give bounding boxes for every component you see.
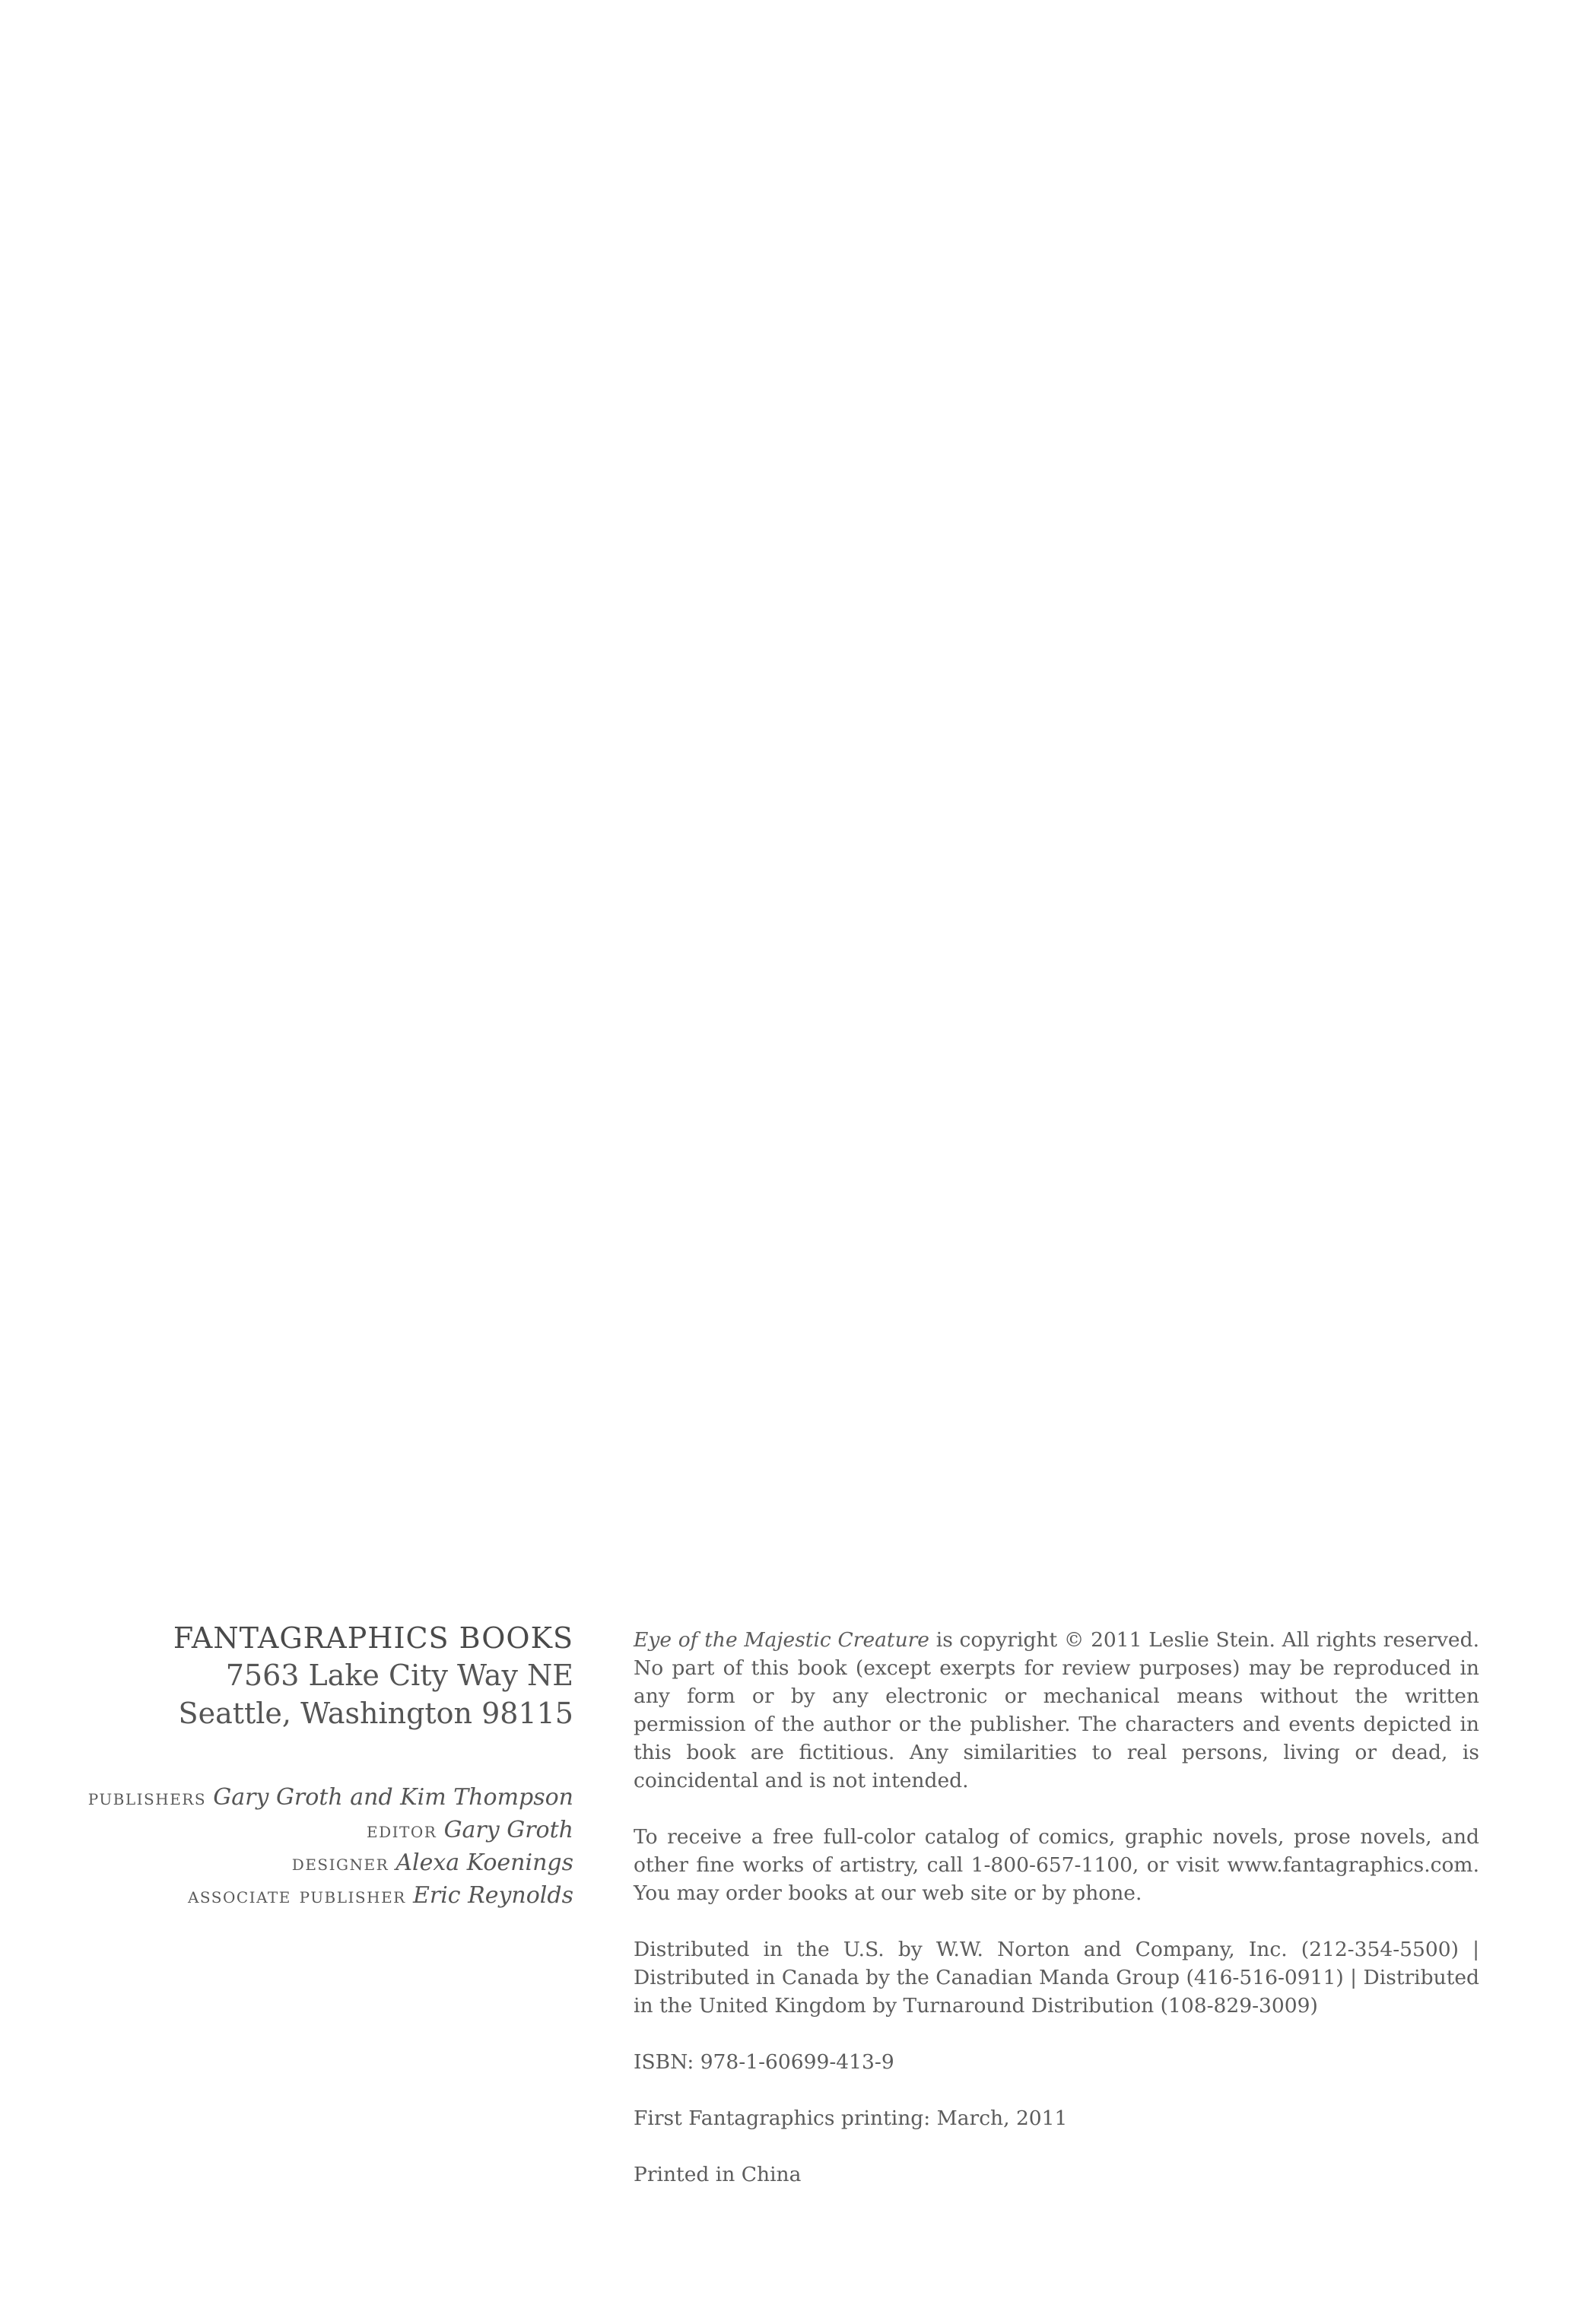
printing-info: First Fantagraphics printing: March, 2011: [634, 2107, 1068, 2130]
credit-name: Alexa Koenings: [395, 1849, 573, 1876]
address-line-1: 7563 Lake City Way NE: [225, 1659, 573, 1692]
credit-name: Eric Reynolds: [412, 1882, 573, 1909]
book-title: Eye of the Majestic Creature: [634, 1628, 929, 1652]
credit-role: editor: [367, 1817, 437, 1843]
address-line-2: Seattle, Washington 98115: [178, 1697, 573, 1730]
colophon-text: [634, 1626, 1479, 2217]
credits-list: [56, 1781, 573, 1912]
credit-publishers: [56, 1781, 573, 1814]
credit-name: Gary Groth: [443, 1817, 573, 1843]
credit-role: designer: [291, 1849, 389, 1875]
publisher-info: [56, 1620, 573, 1912]
distribution-paragraph: Distributed in the U.S. by W.W. Norton and Company, Inc. (212-354-5500) | Distributed in Canada by the Canadian Manda Group (416-516-0911) | Distributed in the United Kingdom by Turnaround Distribution (108-829-3009): [634, 1938, 1479, 2018]
copyright-text: is copyright © 2011 Leslie Stein. All rights reserved. No part of this book (except exerpts for review purposes) may be reproduced in any form or by any electronic or mechanical means without the written permission of the author or the publisher. The characters and events depicted in this book are fictitious. Any similarities to real persons, living or dead, is coincidental and is not intended.: [634, 1628, 1479, 1792]
credit-editor: [56, 1814, 573, 1846]
printed-in: Printed in China: [634, 2163, 802, 2186]
credit-designer: [56, 1846, 573, 1879]
publisher-name: FANTAGRAPHICS BOOKS: [173, 1621, 573, 1655]
credit-associate-publisher: [56, 1879, 573, 1912]
isbn: ISBN: 978-1-60699-413-9: [634, 2050, 894, 2074]
credit-name: Gary Groth and Kim Thompson: [213, 1784, 573, 1811]
credit-role: associate publisher: [187, 1882, 406, 1908]
credit-role: publishers: [87, 1784, 207, 1810]
copyright-paragraph: [634, 1626, 1479, 1795]
catalog-paragraph: To receive a free full-color catalog of comics, graphic novels, prose novels, and other fine works of artistry, call 1-800-657-1100, or visit www.fantagraphics.com. You may order books at our web site or by phone.: [634, 1825, 1479, 1905]
